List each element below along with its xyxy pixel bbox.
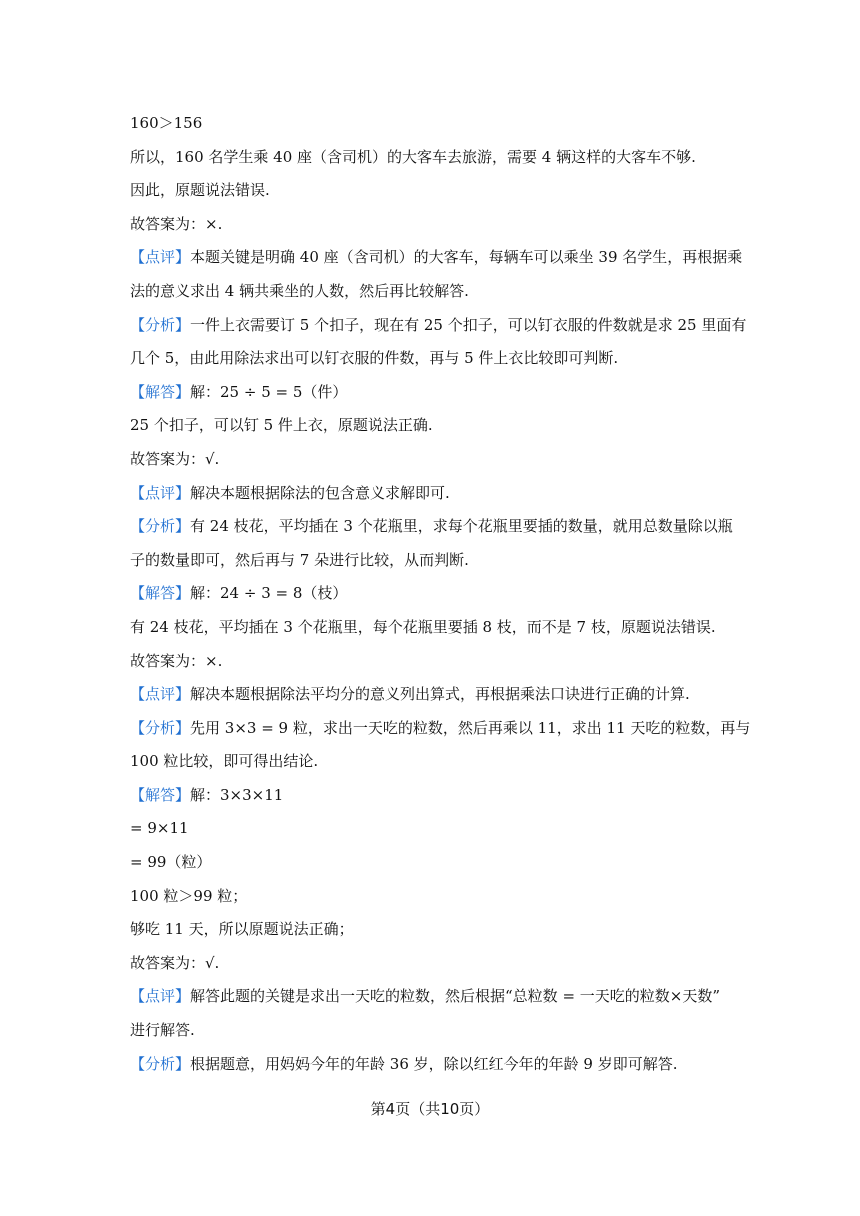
text-line xyxy=(130,846,740,880)
text-line xyxy=(130,275,740,309)
text-line xyxy=(130,544,740,578)
text-line xyxy=(130,510,740,544)
section-tag: 【点评】 xyxy=(130,987,191,1006)
line-text: 解：25 ÷ 5 = 5（件） xyxy=(190,382,348,401)
text-line xyxy=(130,309,747,343)
line-text: 进行解答. xyxy=(130,1021,195,1040)
text-line xyxy=(130,477,740,511)
section-tag: 【点评】 xyxy=(130,685,191,704)
text-line xyxy=(130,913,740,947)
text-line xyxy=(130,376,740,410)
text-line xyxy=(130,712,751,746)
text-line xyxy=(130,745,740,779)
section-tag: 【解答】 xyxy=(130,584,191,603)
line-text: 解决本题根据除法平均分的意义列出算式，再根据乘法口诀进行正确的计算. xyxy=(190,685,690,704)
line-text: 故答案为：√. xyxy=(130,953,220,972)
section-tag: 【分析】 xyxy=(130,517,191,536)
text-line xyxy=(130,645,740,679)
line-text: 160＞156 xyxy=(130,114,203,132)
section-tag: 【解答】 xyxy=(130,382,191,401)
section-tag: 【分析】 xyxy=(130,718,191,737)
line-text: 所以，160 名学生乘 40 座（含司机）的大客车去旅游，需要 4 辆这样的大客车不够. xyxy=(130,147,696,166)
line-text: 100 粒比较，即可得出结论. xyxy=(130,752,319,771)
line-text: 故答案为：×. xyxy=(130,214,223,233)
text-line xyxy=(130,880,740,914)
line-text: 几个 5，由此用除法求出可以钉衣服的件数，再与 5 件上衣比较即可判断. xyxy=(130,349,619,368)
line-text: 解决本题根据除法的包含意义求解即可. xyxy=(190,483,450,502)
line-text: 因此，原题说法错误. xyxy=(130,181,270,200)
line-text: 100 粒＞99 粒； xyxy=(130,886,248,905)
line-text: 解答此题的关键是求出一天吃的粒数，然后根据“总粒数 = 一天吃的粒数×天数” xyxy=(190,987,721,1006)
line-text: 解：24 ÷ 3 = 8（枝） xyxy=(190,584,348,603)
text-line xyxy=(130,947,740,981)
line-text: 一件上衣需要订 5 个扣子，现在有 25 个扣子，可以钉衣服的件数就是求 25 里面有 xyxy=(190,315,747,334)
text-line xyxy=(130,443,740,477)
line-text: = 9×11 xyxy=(130,819,189,838)
line-text: 有 24 枝花，平均插在 3 个花瓶里，每个花瓶里要插 8 枝，而不是 7 枝，原题说法错误. xyxy=(130,617,716,636)
page-footer: 第4页（共10页） xyxy=(370,1100,490,1118)
text-line xyxy=(130,241,743,275)
text-line xyxy=(130,779,740,813)
line-text: 够吃 11 天，所以原题说法正确； xyxy=(130,920,354,939)
line-text: 有 24 枝花，平均插在 3 个花瓶里，求每个花瓶里要插的数量，就用总数量除以瓶 xyxy=(190,517,733,536)
text-line xyxy=(130,611,740,645)
line-text: 子的数量即可，然后再与 7 朵进行比较，从而判断. xyxy=(130,550,469,569)
line-text: 故答案为：√. xyxy=(130,449,220,468)
section-tag: 【分析】 xyxy=(130,315,191,334)
line-text: 根据题意，用妈妈今年的年龄 36 岁，除以红红今年的年龄 9 岁即可解答. xyxy=(190,1054,678,1073)
text-line xyxy=(130,342,740,376)
text-line xyxy=(130,577,740,611)
text-line xyxy=(130,1014,740,1048)
section-tag: 【解答】 xyxy=(130,785,191,804)
line-text: 25 个扣子，可以钉 5 件上衣，原题说法正确. xyxy=(130,416,433,435)
text-line xyxy=(130,812,740,846)
line-text: 故答案为：×. xyxy=(130,651,223,670)
line-text: 本题关键是明确 40 座（含司机）的大客车，每辆车可以乘坐 39 名学生，再根据乘 xyxy=(190,248,743,267)
section-tag: 【点评】 xyxy=(130,483,191,502)
text-line xyxy=(130,141,740,175)
line-text: 先用 3×3 = 9 粒，求出一天吃的粒数，然后再乘以 11，求出 11 天吃的粒数，再与 xyxy=(190,718,751,737)
text-line xyxy=(130,409,740,443)
text-line xyxy=(130,208,740,242)
line-text: 法的意义求出 4 辆共乘坐的人数，然后再比较解答. xyxy=(130,281,469,300)
section-tag: 【点评】 xyxy=(130,248,191,267)
text-line xyxy=(130,107,740,141)
document-body xyxy=(130,107,751,1081)
text-line xyxy=(130,1048,740,1082)
line-text: = 99（粒） xyxy=(130,853,212,872)
text-line xyxy=(130,980,740,1014)
line-text: 解：3×3×11 xyxy=(190,785,284,804)
text-line xyxy=(130,678,740,712)
section-tag: 【分析】 xyxy=(130,1054,191,1073)
text-line xyxy=(130,174,740,208)
